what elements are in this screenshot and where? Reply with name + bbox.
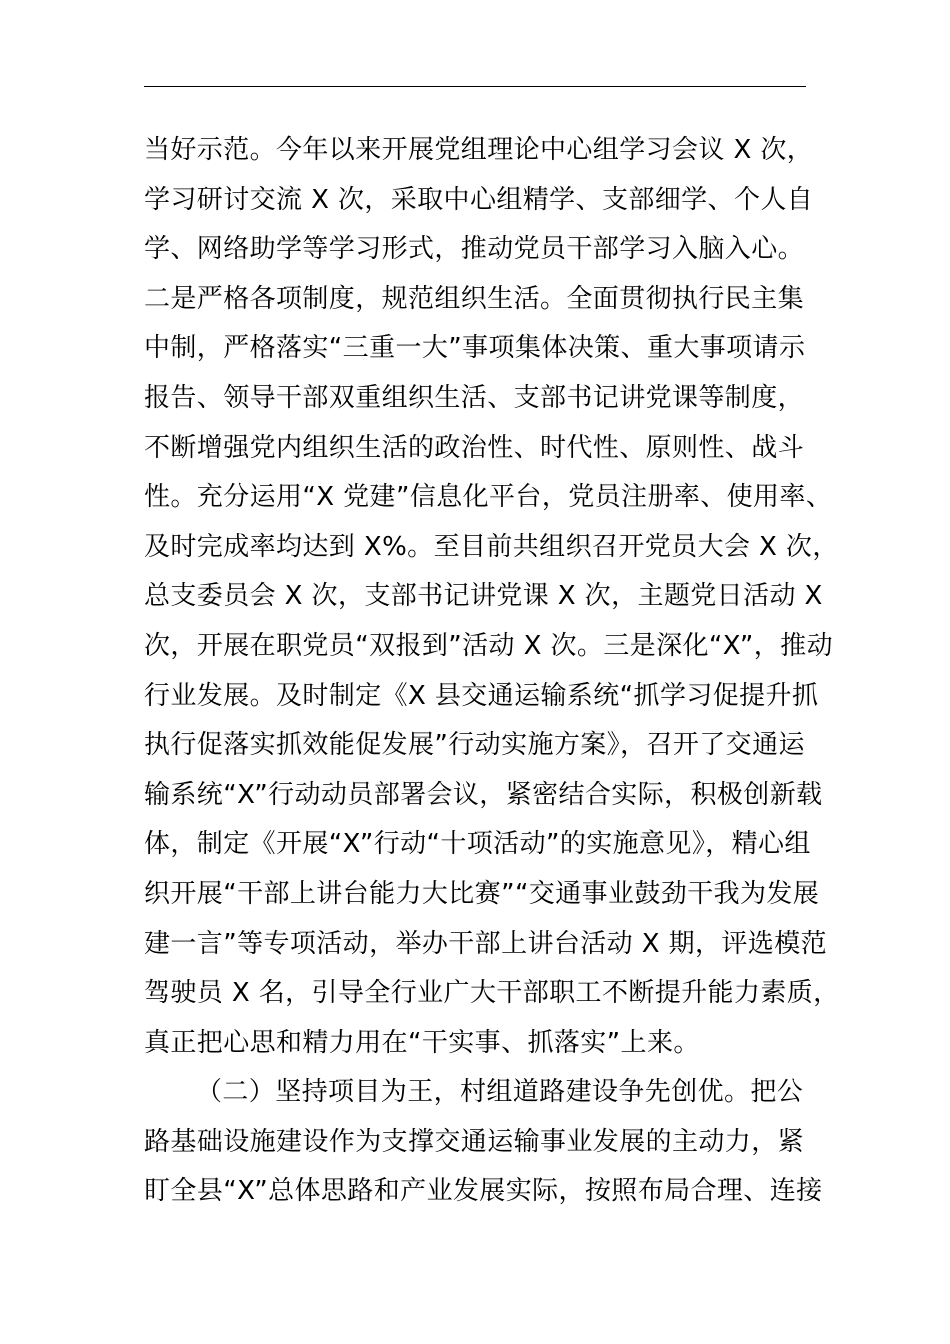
text-line: 性。充分运用“X 党建”信息化平台，党员注册率、使用率、 [144, 482, 833, 513]
header-divider [144, 86, 806, 87]
text-line: 当好示范。今年以来开展党组理论中心组学习会议 X 次， [144, 135, 814, 165]
text-line: 总支委员会 X 次，支部书记讲党课 X 次，主题党日活动 X [144, 581, 823, 612]
text-line: 织开展“干部上讲台能力大比赛”“交通事业鼓劲干我为发展 [144, 878, 820, 909]
text-line: 真正把心思和精力用在“干实事、抓落实”上来。 [144, 1027, 700, 1058]
text-line: 盯全县“X”总体思路和产业发展实际，按照布局合理、连接 [144, 1176, 823, 1207]
text-line: 行业发展。及时制定《X 县交通运输系统“抓学习促提升抓 [144, 680, 819, 711]
text-line: 路基础设施建设作为支撑交通运输事业发展的主动力，紧 [144, 1126, 805, 1157]
text-line: 二是严格各项制度，规范组织生活。全面贯彻执行民主集 [144, 283, 805, 314]
text-line: 中制，严格落实“三重一大”事项集体决策、重大事项请示 [144, 333, 806, 364]
text-line: 执行促落实抓效能促发展”行动实施方案》，召开了交通运 [144, 730, 805, 761]
text-line: 及时完成率均达到 X%。至目前共组织召开党员大会 X 次， [144, 531, 839, 562]
text-line: 输系统“X”行动动员部署会议，紧密结合实际，积极创新载 [144, 779, 823, 810]
document-body [144, 126, 844, 1217]
text-line: 体，制定《开展“X”行动“十项活动”的实施意见》，精心组 [144, 829, 811, 860]
text-line: 建一言”等专项活动，举办干部上讲台活动 X 期，评选模范 [144, 928, 828, 959]
section-heading-line: （二）坚持项目为王，村组道路建设争先创优。把公 [196, 1077, 804, 1108]
text-line: 次，开展在职党员“双报到”活动 X 次。三是深化“X”，推动 [144, 630, 833, 661]
text-line: 不断增强党内组织生活的政治性、时代性、原则性、战斗 [144, 432, 805, 463]
text-line: 报告、领导干部双重组织生活、支部书记讲党课等制度， [144, 382, 805, 413]
text-line: 驾驶员 X 名，引导全行业广大干部职工不断提升能力素质， [144, 978, 840, 1009]
text-line: 学、网络助学等学习形式，推动党员干部学习入脑入心。 [144, 234, 805, 265]
text-line: 学习研讨交流 X 次，采取中心组精学、支部细学、个人自 [144, 184, 814, 215]
